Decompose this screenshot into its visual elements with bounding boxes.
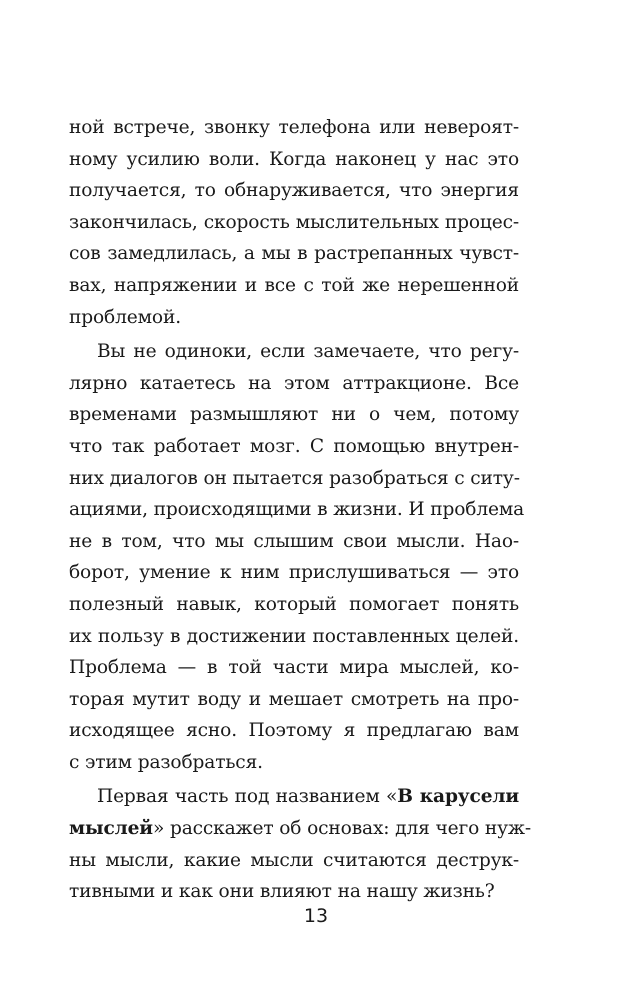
text-line: ному усилию воли. Когда наконец у нас это — [69, 148, 519, 170]
text-line: сов замедлилась, а мы в растрепанных чувст- — [69, 243, 519, 265]
text-line — [69, 781, 519, 813]
text-fragment: » расскажет об основах: для чего нуж- — [152, 818, 531, 840]
text-line: полезный навык, который помогает понять — [69, 593, 519, 615]
text-line: с этим разобраться. — [69, 751, 263, 773]
page-number: 13 — [303, 905, 329, 927]
text-fragment: Первая часть под названием « — [97, 786, 398, 808]
text-line — [69, 813, 531, 845]
text-line: торая мутит воду и мешает смотреть на про- — [69, 688, 519, 710]
text-line: временами размышляют ни о чем, потому — [69, 404, 519, 426]
text-line: лярно катаетесь на этом аттракционе. Все — [69, 372, 519, 394]
book-part-title: мыслей — [69, 818, 153, 840]
text-line: ной встрече, звонку телефона или невероят- — [69, 117, 519, 138]
paragraph-1 — [69, 112, 519, 333]
text-line: ны мысли, какие мысли считаются деструк- — [69, 849, 519, 871]
text-line: не в том, что мы слышим свои мысли. Нао- — [69, 530, 519, 552]
text-line: получается, то обнаруживается, что энергия — [69, 180, 519, 202]
text-line: что так работает мозг. С помощью внутрен- — [69, 435, 519, 457]
text-line: их пользу в достижении поставленных целей. — [69, 625, 519, 647]
text-line: Вы не одиноки, если замечаете, что регу- — [97, 341, 519, 363]
book-page-text — [69, 112, 531, 908]
text-line: тивными и как они влияют на нашу жизнь? — [69, 881, 495, 903]
text-line: ациями, происходящими в жизни. И проблема — [69, 499, 525, 521]
paragraph-3 — [69, 781, 531, 907]
text-line: закончилась, скорость мыслительных процес- — [69, 211, 519, 233]
text-line: борот, умение к ним прислушиваться — это — [69, 562, 519, 584]
text-line: них диалогов он пытается разобраться с ситу- — [69, 467, 520, 489]
text-line: вах, напряжении и все с той же нерешенной — [69, 274, 519, 296]
paragraph-2 — [69, 336, 525, 778]
text-line: проблемой. — [69, 306, 181, 328]
book-part-title: В карусели — [397, 786, 519, 808]
text-line: исходящее ясно. Поэтому я предлагаю вам — [69, 720, 519, 742]
text-line: Проблема — в той части мира мыслей, ко- — [69, 657, 519, 679]
